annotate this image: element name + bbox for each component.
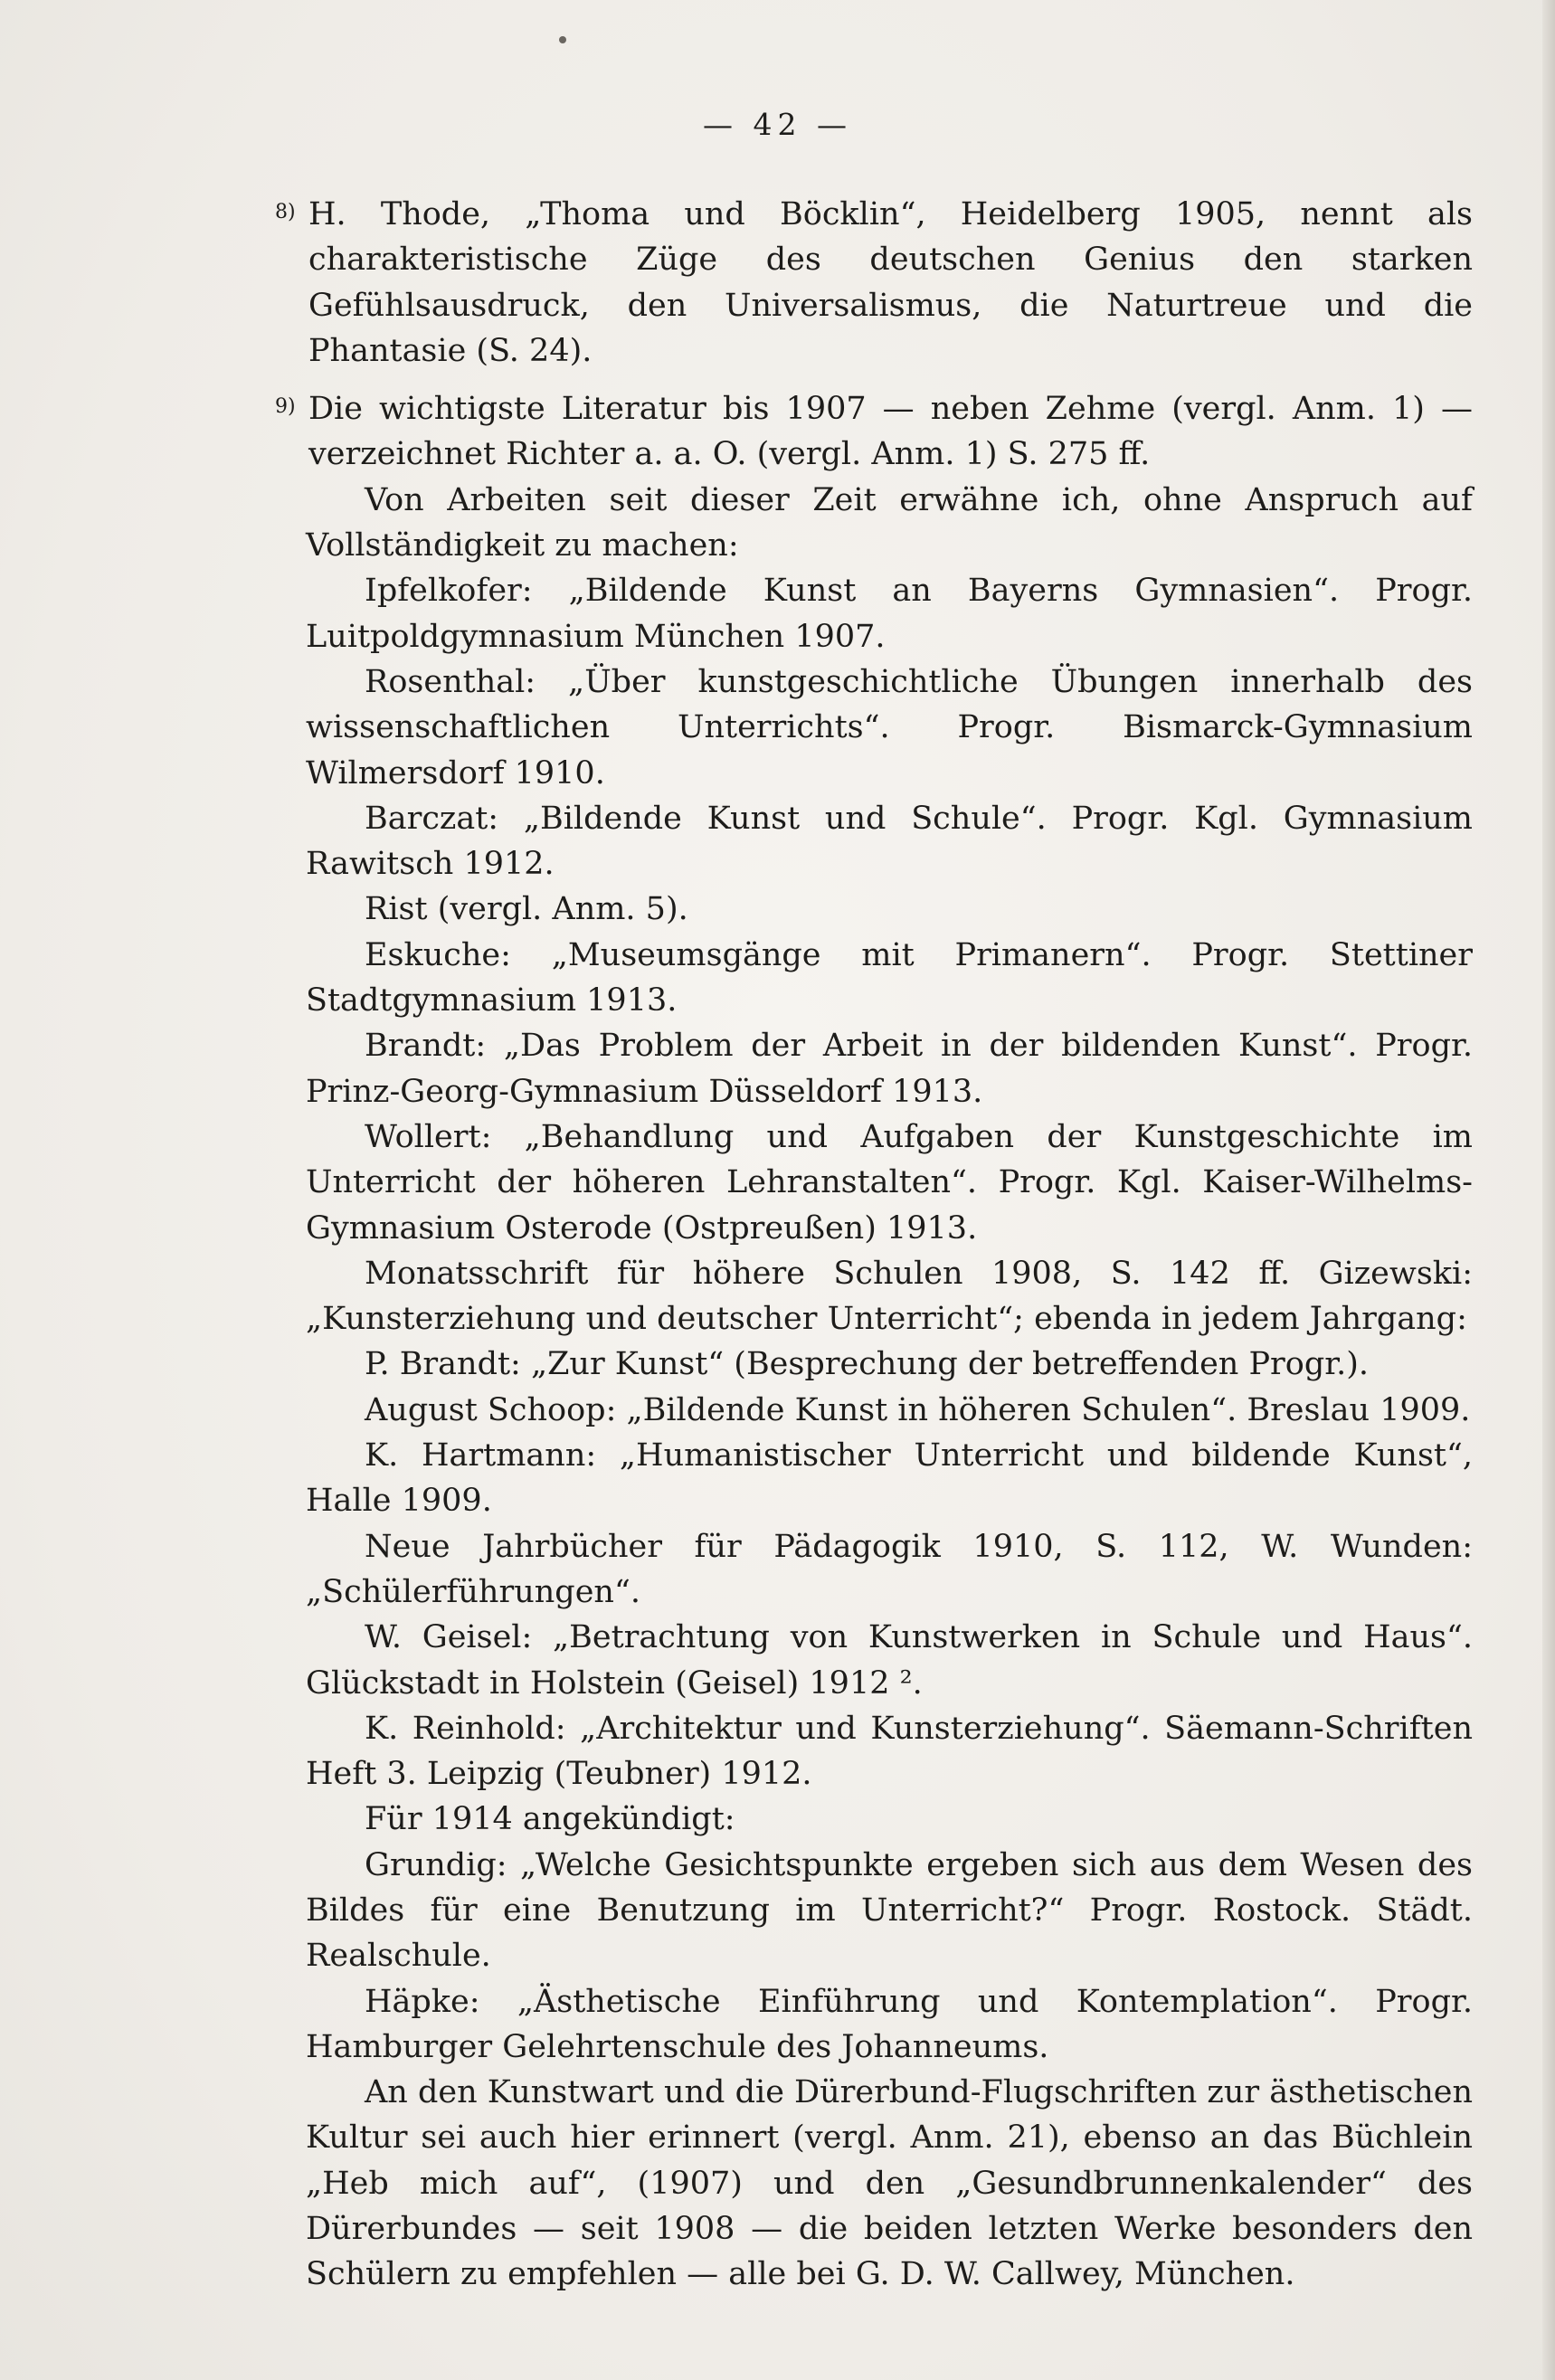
bibliography-entry: Neue Jahrbücher für Pädagogik 1910, S. 112, W. Wunden: „Schülerführungen“. [306, 1528, 1473, 1610]
bibliography-entry: K. Hartmann: „Humanistischer Unterricht und bildende Kunst“, Halle 1909. [306, 1437, 1473, 1520]
bibliography-entry: Barczat: „Bildende Kunst und Schule“. Progr. Kgl. Gymnasium Rawitsch 1912. [306, 800, 1473, 883]
footnote-9 [275, 386, 1473, 478]
page-number: — 42 — [703, 107, 852, 142]
footnote-text-9: Die wichtigste Literatur bis 1907 — neben Zehme (vergl. Anm. 1) — verzeichnet Richter a. a. O. (vergl. Anm. 1) S. 275 ff. [308, 391, 1473, 473]
announced-entry: Häpke: „Ästhetische Einführung und Kontemplation“. Progr. Hamburger Gelehrtenschule des Johanneums. [306, 1983, 1473, 2065]
bibliography-entry: Brandt: „Das Problem der Arbeit in der bildenden Kunst“. Progr. Prinz-Georg-Gymnasium Düsseldorf 1913. [306, 1028, 1473, 1110]
footnote-text-8: H. Thode, „Thoma und Böcklin“, Heidelberg 1905, nennt als charakteristische Züge des deutschen Genius den starken Gefühlsausdruck, den Universalismus, die Naturtreue und die Phantasie (S. 24). [308, 196, 1473, 369]
bibliography-entry: Ipfelkofer: „Bildende Kunst an Bayerns Gymnasien“. Progr. Luitpoldgymnasium München 1907. [306, 573, 1473, 655]
announced-heading: Für 1914 angekündigt: [365, 1801, 735, 1838]
footnote-text [275, 192, 1473, 2298]
bibliography-entry: W. Geisel: „Betrachtung von Kunstwerken in Schule und Haus“. Glückstadt in Holstein (Geisel) 1912 ². [306, 1619, 1473, 1702]
footnote-marker: 8) [275, 201, 296, 223]
intro-paragraph: Von Arbeiten seit dieser Zeit erwähne ich, ohne Anspruch auf Vollständigkeit zu machen: [306, 481, 1473, 564]
closing-paragraph: An den Kunstwart und die Dürerbund-Flugschriften zur ästhetischen Kultur sei auch hier erinnert (vergl. Anm. 21), ebenso an das Büchlein „Heb mich auf“, (1907) und den „Gesundbrunnenkalender“ des Dürerbundes — seit 1908 — die beiden letzten Werke besonders den Schülern zu empfehlen — alle bei G. D. W. Callwey, München. [306, 2074, 1473, 2293]
page-edge-shadow [1542, 0, 1555, 2380]
footnote-8 [275, 192, 1473, 374]
footnote-marker: 9) [275, 395, 296, 419]
announced-entry: Grundig: „Welche Gesichtspunkte ergeben sich aus dem Wesen des Bildes für eine Benutzung im Unterricht?“ Progr. Rostock. Städt. Realschule. [306, 1846, 1473, 1975]
bibliography-entry: Rist (vergl. Anm. 5). [365, 891, 688, 928]
bibliography-entry: Rosenthal: „Über kunstgeschichtliche Übungen innerhalb des wissenschaftlichen Unterrichts“. Progr. Bismarck-Gymnasium Wilmersdorf 1910. [306, 663, 1473, 792]
bibliography-entry: Monatsschrift für höhere Schulen 1908, S. 142 ff. Gizewski: „Kunsterziehung und deutscher Unterricht“; ebenda in jedem Jahrgang: [306, 1255, 1473, 1338]
bibliography-entry: K. Reinhold: „Architektur und Kunsterziehung“. Säemann-Schriften Heft 3. Leipzig (Teubner) 1912. [306, 1710, 1473, 1793]
ink-dot [559, 36, 566, 43]
bibliography-entry: Eskuche: „Museumsgänge mit Primanern“. Progr. Stettiner Stadtgymnasium 1913. [306, 936, 1473, 1019]
bibliography-entry: P. Brandt: „Zur Kunst“ (Besprechung der betreffenden Progr.). [365, 1346, 1370, 1383]
bibliography-entry: Wollert: „Behandlung und Aufgaben der Kunstgeschichte im Unterricht der höheren Lehranstalten“. Progr. Kgl. Kaiser-Wilhelms-Gymnasium Osterode (Ostpreußen) 1913. [306, 1118, 1473, 1247]
bibliography-entry: August Schoop: „Bildende Kunst in höheren Schulen“. Breslau 1909. [365, 1391, 1471, 1428]
